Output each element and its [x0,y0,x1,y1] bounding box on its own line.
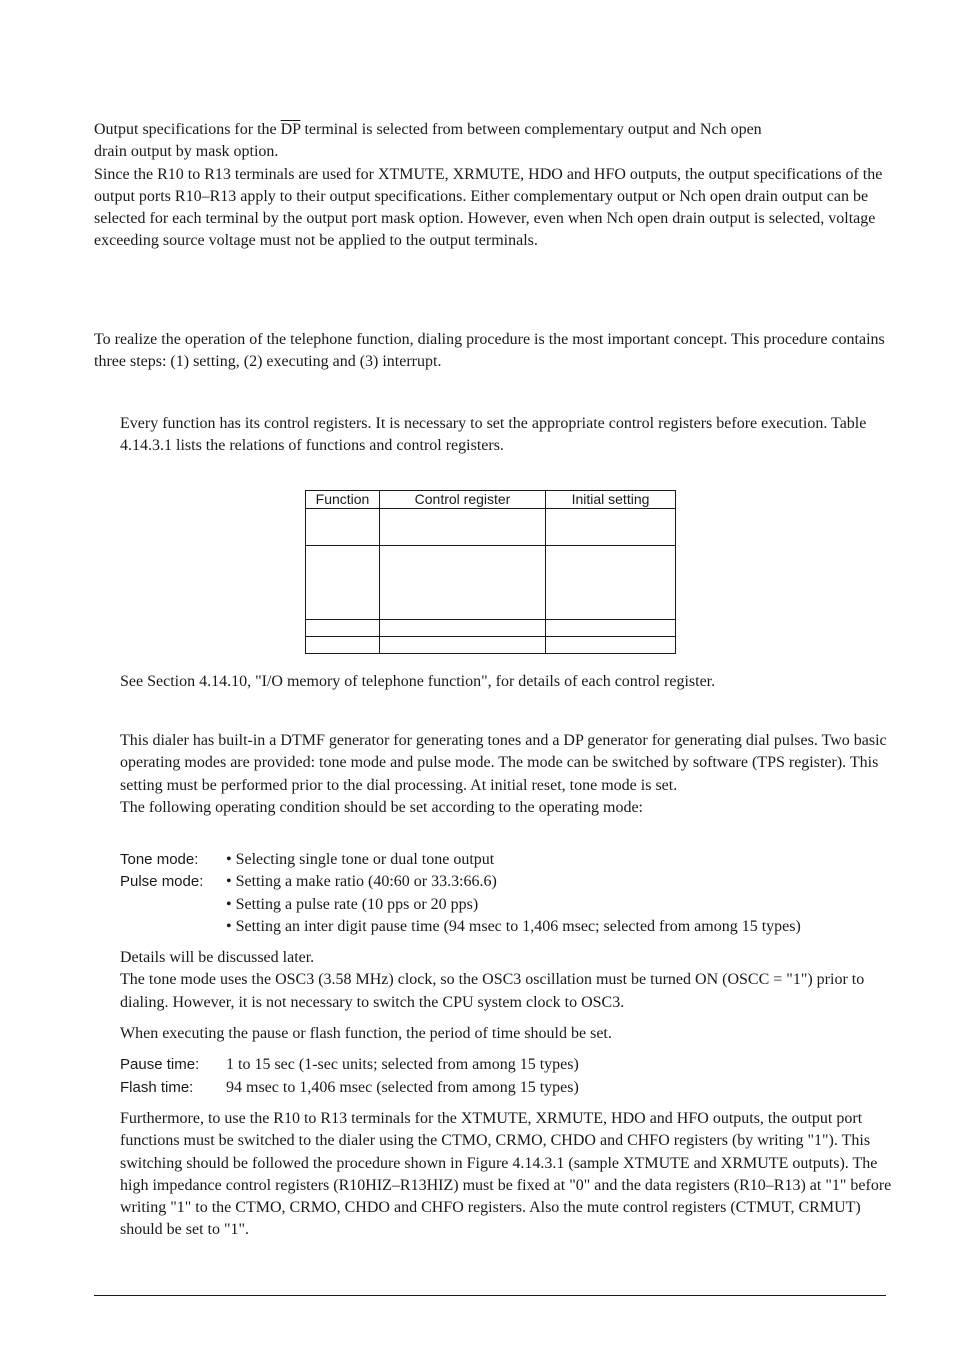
table-cell [380,509,546,546]
operating-condition-intro: The following operating condition should be set according to the operating mode: [120,798,643,816]
table-cell [546,546,676,620]
table-cell [546,637,676,654]
table-header-control-register: Control register [380,491,546,509]
dialing-procedure-intro: To realize the operation of the telephone function, dialing procedure is the most important concept. This procedure contains three steps: (1) setting, (2) executing and (3) interrupt. [94,331,885,371]
footer-divider [94,1295,886,1296]
text-fragment: Output specifications for the [94,121,281,138]
output-spec-paragraph: Since the R10 to R13 terminals are used for XTMUTE, XRMUTE, HDO and HFO outputs, the output specifications of the output ports R10–R13 apply to their output specifications. Either complementary output or Nch open drain output can be selected for each terminal by the output port mask option. However, even when Nch open drain output is selected, voltage exceeding source voltage must not be applied to the output terminals. [94,165,883,250]
flash-time-value: 94 msec to 1,406 msec (selected from among 15 types) [226,1079,579,1096]
dialer-paragraph: This dialer has built-in a DTMF generator for generating tones and a DP generator for generating dial pulses. Two basic operating modes are provided: tone mode and pulse mode. The mode can be switched by software (TPS register). This setting must be performed prior to the dial processing. At initial reset, tone mode is set. [120,732,887,794]
table-cell [380,620,546,637]
output-spec-section [94,119,894,253]
pulse-mode-item: • Setting a pulse rate (10 pps or 20 pps) [226,896,479,913]
output-spec-line1 [94,119,894,141]
table-cell [306,637,380,654]
tone-mode-item: • Selecting single tone or dual tone output [226,851,495,868]
table-cell [306,620,380,637]
text-fragment: terminal is selected from between complementary output and Nch open [300,121,762,138]
flash-time-label: Flash time: [120,1079,194,1096]
dp-terminal-name: $\overline{DP}$ [280,121,301,138]
output-switching-paragraph: Furthermore, to use the R10 to R13 terminals for the XTMUTE, XRMUTE, HDO and HFO outputs, the output port functions must be switched to the dialer using the CTMO, CRMO, CHDO and CHFO registers (by writing "1"). This switching should be followed the procedure shown in Figure 4.14.3.1 (sample XTMUTE and XRMUTE outputs). The high impedance control registers (R10HIZ–R13HIZ) must be fixed at "0" and the data registers (R10–R13) at "1" before writing "1" to the CTMO, CRMO, CHDO and CHFO registers. Also the mute control registers (CTMUT, CRMUT) should be set to "1". [120,1110,892,1239]
pause-flash-intro: When executing the pause or flash function, the period of time should be set. [120,1025,612,1042]
pulse-mode-item: • Setting an inter digit pause time (94 msec to 1,406 msec; selected from among 15 types) [226,918,801,935]
pause-time-label: Pause time: [120,1056,200,1073]
setting-paragraph: Every function has its control registers. It is necessary to set the appropriate control registers before execution. Table 4.14.3.1 lists the relations of functions and control registers. [120,415,867,455]
osc3-paragraph: The tone mode uses the OSC3 (3.58 MHz) clock, so the OSC3 oscillation must be turned ON (OSCC = "1") prior to dialing. However, it is not necessary to switch the CPU system clock to OSC3. [120,971,865,1011]
table-header-row [306,491,676,509]
table-row [306,546,676,620]
pulse-mode-label: Pulse mode: [120,873,204,890]
table-header-function: Function [306,491,380,509]
table-header-initial-setting: Initial setting [546,491,676,509]
osc3-section [120,947,895,1014]
output-spec-line2: drain output by mask option. [94,143,279,161]
table-cell [546,509,676,546]
table-cell [306,509,380,546]
table-row [306,509,676,546]
details-later-note: Details will be discussed later. [120,949,315,966]
table-cell [546,620,676,637]
table-cell [306,546,380,620]
control-register-table [305,490,676,654]
table-row [306,620,676,637]
see-section-note: See Section 4.14.10, "I/O memory of telephone function", for details of each control register. [120,673,716,690]
table-row [306,637,676,654]
table-cell [380,637,546,654]
pause-time-value: 1 to 15 sec (1-sec units; selected from among 15 types) [226,1056,579,1073]
pulse-mode-item: • Setting a make ratio (40:60 or 33.3:66.6) [226,873,497,890]
dialer-section [120,730,895,819]
table-cell [380,546,546,620]
tone-mode-label: Tone mode: [120,851,199,868]
